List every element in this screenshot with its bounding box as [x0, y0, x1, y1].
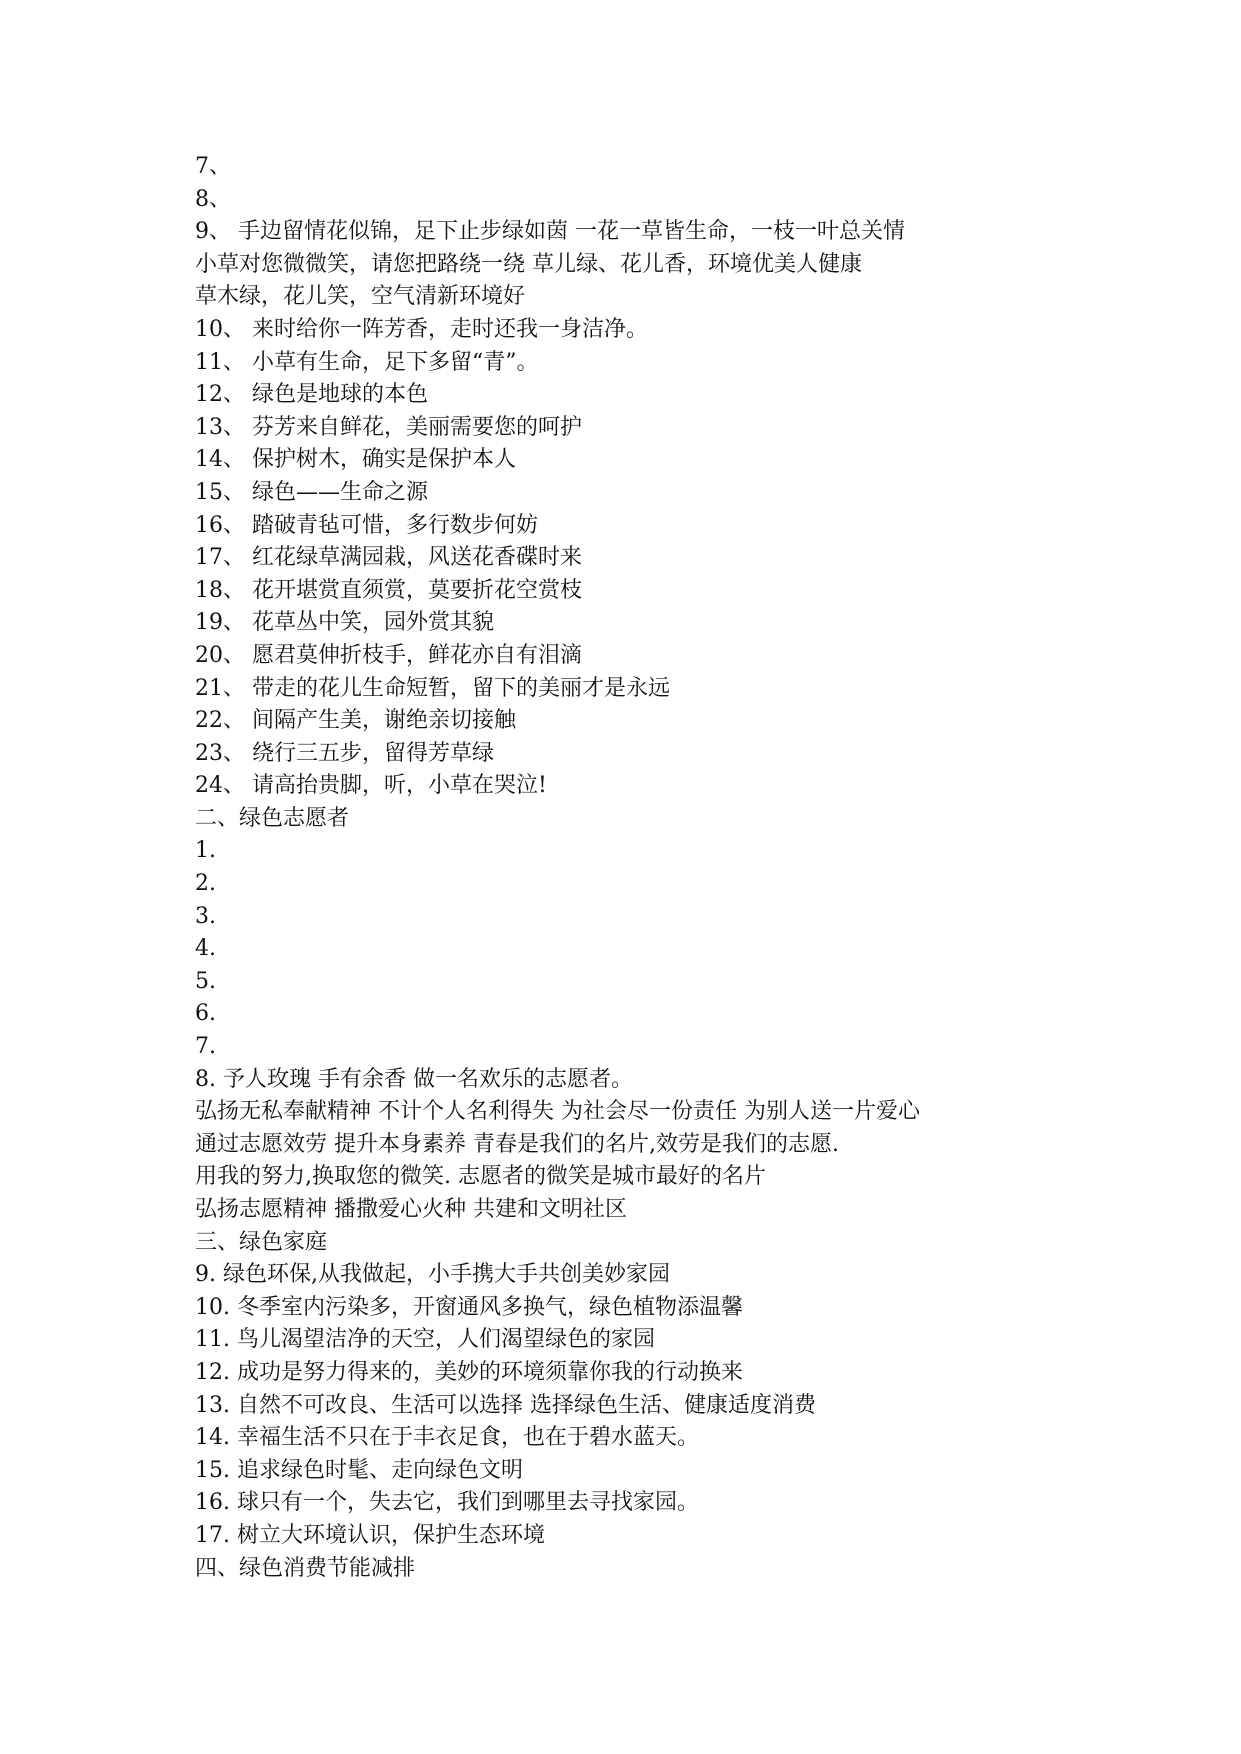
text-line: 11、 小草有生命，足下多留“青”。 [195, 349, 539, 375]
text-line: 15、 绿色——生命之源 [195, 479, 428, 505]
text-line: 通过志愿效劳 提升本身素养 青春是我们的名片,效劳是我们的志愿. [195, 1131, 839, 1157]
text-line: 10. 冬季室内污染多，开窗通风多换气，绿色植物添温馨 [195, 1294, 743, 1320]
text-line: 16、 踏破青毡可惜，多行数步何妨 [195, 512, 538, 538]
text-line: 8. 予人玫瑰 手有余香 做一名欢乐的志愿者。 [195, 1066, 633, 1092]
text-line: 弘扬无私奉献精神 不计个人名利得失 为社会尽一份责任 为别人送一片爱心 [195, 1099, 920, 1125]
text-line: 10、 来时给你一阵芳香，走时还我一身洁净。 [195, 316, 648, 342]
text-line: 5. [195, 968, 216, 994]
text-line: 三、绿色家庭 [195, 1229, 328, 1255]
text-line: 14. 幸福生活不只在于丰衣足食，也在于碧水蓝天。 [195, 1425, 699, 1451]
text-line: 13、 芬芳来自鲜花，美丽需要您的呵护 [195, 414, 582, 440]
text-line: 1. [195, 838, 216, 864]
text-line: 11. 鸟儿渴望洁净的天空，人们渴望绿色的家园 [195, 1327, 655, 1353]
text-line: 19、 花草丛中笑，园外赏其貌 [195, 610, 494, 636]
text-line: 18、 花开堪赏直须赏，莫要折花空赏枝 [195, 577, 582, 603]
text-line: 17. 树立大环境认识，保护生态环境 [195, 1522, 545, 1548]
text-line: 3. [195, 903, 216, 929]
text-line: 23、 绕行三五步，留得芳草绿 [195, 740, 494, 766]
text-line: 20、 愿君莫伸折枝手，鲜花亦自有泪滴 [195, 642, 582, 668]
text-line: 用我的努力,换取您的微笑. 志愿者的微笑是城市最好的名片 [195, 1164, 766, 1190]
document-body [195, 151, 1095, 1585]
text-line: 17、 红花绿草满园栽，风送花香碟时来 [195, 545, 582, 571]
text-line: 2. [195, 871, 216, 897]
text-line: 7. [195, 1034, 216, 1060]
text-line: 15. 追求绿色时髦、走向绿色文明 [195, 1457, 523, 1483]
text-line: 22、 间隔产生美，谢绝亲切接触 [195, 708, 516, 734]
text-line: 7、 [195, 154, 231, 179]
text-line: 小草对您微微笑，请您把路绕一绕 草儿绿、花儿香，环境优美人健康 [195, 251, 862, 277]
text-line: 4. [195, 936, 216, 962]
text-line: 9. 绿色环保,从我做起，小手携大手共创美妙家园 [195, 1262, 670, 1288]
text-line: 草木绿，花儿笑，空气清新环境好 [195, 284, 526, 310]
text-line: 9、 手边留情花似锦，足下止步绿如茵 一花一草皆生命，一枝一叶总关情 [195, 219, 905, 245]
text-line: 16. 球只有一个，失去它，我们到哪里去寻找家园。 [195, 1490, 699, 1516]
text-line: 8、 [195, 186, 231, 212]
text-line: 6. [195, 1001, 216, 1027]
text-line: 12. 成功是努力得来的，美妙的环境须靠你我的行动换来 [195, 1359, 743, 1385]
text-line: 二、绿色志愿者 [195, 805, 350, 831]
text-line: 四、绿色消费节能减排 [195, 1555, 416, 1581]
text-line: 14、 保护树木，确实是保护本人 [195, 447, 516, 473]
text-line: 21、 带走的花儿生命短暂，留下的美丽才是永远 [195, 675, 670, 701]
text-line: 12、 绿色是地球的本色 [195, 382, 428, 408]
text-line: 弘扬志愿精神 播撒爱心火种 共建和文明社区 [195, 1197, 627, 1222]
text-line: 13. 自然不可改良、生活可以选择 选择绿色生活、健康适度消费 [195, 1392, 816, 1418]
text-line: 24、 请高抬贵脚，听，小草在哭泣! [195, 773, 547, 799]
